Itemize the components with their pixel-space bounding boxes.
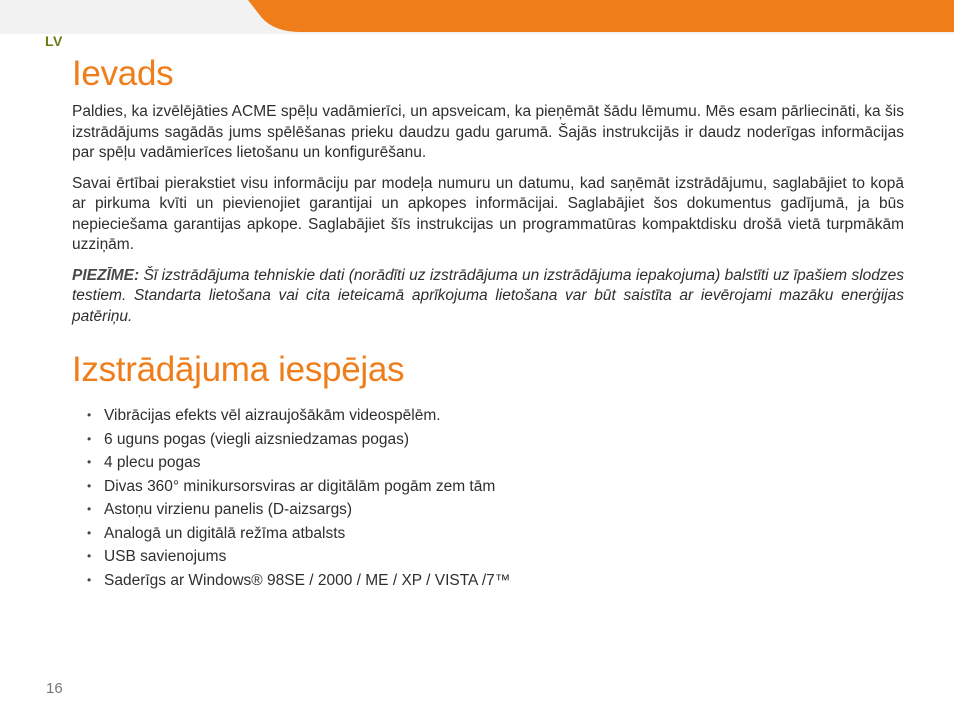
features-heading: Izstrādājuma iespējas bbox=[72, 350, 405, 389]
list-item bbox=[87, 569, 904, 593]
list-item bbox=[87, 451, 904, 475]
bullet-icon: • bbox=[87, 525, 92, 540]
bullet-icon: • bbox=[87, 502, 92, 516]
bullet-icon: • bbox=[87, 431, 92, 446]
features-list bbox=[72, 404, 904, 592]
note-text: Šī izstrādājuma tehniskie dati (norādīti uz izstrādājuma un izstrādājuma iepakojuma) balstīti uz īpašiem slodzes testiem. Standarta lietošana vai cita ieteicamā aprīkojuma lietošana var būt saistīta ar ievērojami mazāku enerģijas patēriņu. bbox=[72, 266, 904, 325]
feature-text: 4 plecu pogas bbox=[104, 454, 201, 471]
feature-text: Vibrācijas efekts vēl aizraujošākām videospēlēm. bbox=[104, 407, 441, 424]
bullet-icon: • bbox=[87, 408, 92, 422]
feature-text: Saderīgs ar Windows® 98SE / 2000 / ME / XP / VISTA /7™ bbox=[104, 571, 511, 589]
bullet-icon: • bbox=[87, 572, 92, 587]
bullet-icon: • bbox=[87, 478, 92, 493]
feature-text: USB savienojums bbox=[104, 548, 227, 565]
language-code: LV bbox=[45, 33, 63, 49]
list-item bbox=[87, 475, 904, 499]
note-label: PIEZĪME: bbox=[72, 266, 140, 284]
feature-text: Astoņu virzienu panelis (D-aizsargs) bbox=[104, 501, 353, 518]
list-item bbox=[87, 545, 904, 569]
page-number: 16 bbox=[46, 680, 63, 697]
feature-text: Analogā un digitālā režīma atbalsts bbox=[104, 524, 346, 542]
note-paragraph bbox=[72, 266, 904, 328]
header-accent-band bbox=[0, 0, 954, 34]
list-item bbox=[87, 428, 904, 452]
intro-heading: Ievads bbox=[72, 54, 174, 93]
intro-paragraph-2: Savai ērtībai pierakstiet visu informāciju par modeļa numuru un datumu, kad saņēmāt izstrādājumu, saglabājiet to kopā ar pirkuma kvīti un pievienojiet garantijai un apkopes informācijai. Saglabājiet šos dokumentus gadījumā, ja būs nepieciešama garantijas apkope. Saglabājiet šīs instrukcijas un programmatūras kompaktdisku drošā vietā turpmākām uzziņām. bbox=[72, 174, 904, 253]
list-item bbox=[87, 522, 904, 546]
bullet-icon: • bbox=[87, 455, 92, 469]
feature-text: 6 uguns pogas (viegli aizsniedzamas pogas) bbox=[104, 430, 410, 448]
feature-text: Divas 360° minikursorsviras ar digitālām pogām zem tām bbox=[104, 477, 496, 495]
list-item bbox=[87, 498, 904, 522]
list-item bbox=[87, 404, 904, 428]
intro-paragraph-1: Paldies, ka izvēlējāties ACME spēļu vadāmierīci, un apsveicam, ka pieņēmāt šādu lēmumu. Mēs esam pārliecināti, ka šis izstrādājums sagādās jums spēlēšanas prieku daudzu gadu garumā. Šajās instrukcijās ir daudz noderīgas informācijas par spēļu vadāmierīces lietošanu un konfigurēšanu. bbox=[72, 103, 904, 161]
page-content bbox=[72, 54, 904, 592]
bullet-icon: • bbox=[87, 549, 92, 563]
